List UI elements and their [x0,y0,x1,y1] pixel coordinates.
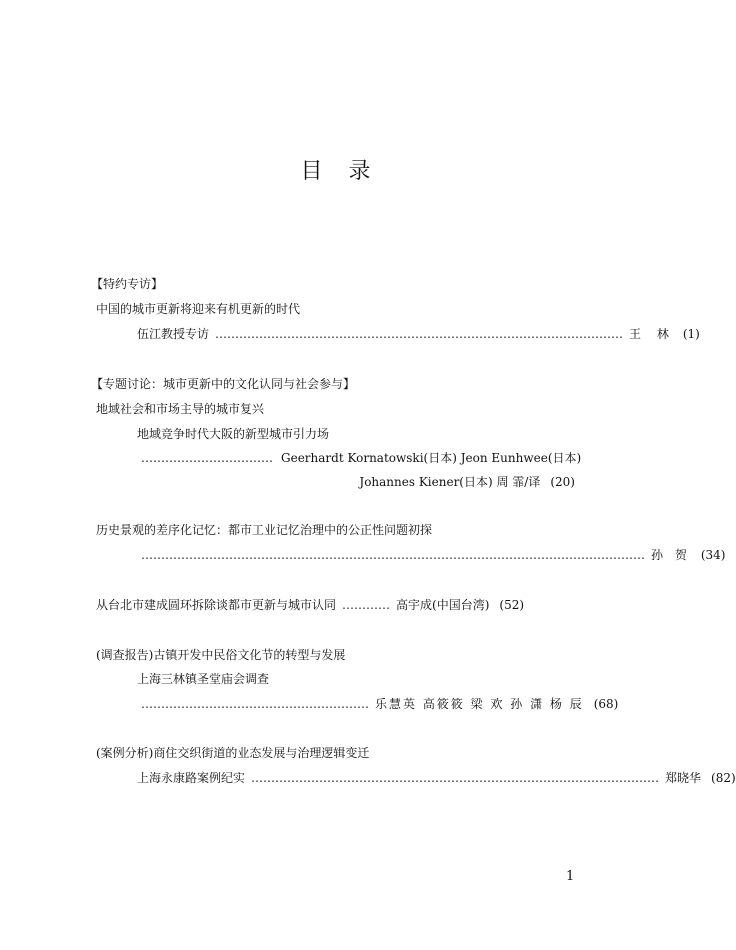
toc-entry-author: 孙 贺 [651,548,691,562]
toc-entry-page: (20) [550,475,575,489]
page-title [0,158,671,186]
toc-entry-title[interactable]: (调查报告)古镇开发中民俗文化节的转型与发展 [96,648,346,662]
leader-dots: ………… [342,598,391,612]
toc-entry-page: (82) [711,771,736,785]
toc-entry-line[interactable] [137,771,736,785]
toc-entry-page: (1) [682,327,700,341]
toc-entry-author: 高宇成(中国台湾) [396,598,490,612]
title-char-1: 目 [300,159,323,184]
leader-dots: ………………………………………………………………………………………… [251,771,660,785]
toc-entry-author: 王 林 [629,327,675,341]
toc-entry-line[interactable] [96,598,575,612]
toc-entry-title[interactable]: (案例分析)商住交织街道的业态发展与治理逻辑变迁 [96,746,370,760]
leader-dots: ………………………………………………………………………………………… [215,327,624,341]
title-char-2: 录 [348,159,371,184]
toc-entry-page: (52) [499,598,525,612]
toc-entry-subtitle: 伍江教授专访 [137,327,210,341]
toc-entry-subtitle[interactable]: 地域竞争时代大阪的新型城市引力场 [137,427,330,441]
leader-dots: ………………………………………………… [141,697,369,711]
page-number: 1 [566,869,575,884]
toc-entry-subtitle[interactable]: 上海三林镇圣堂庙会调查 [137,672,270,686]
toc-entry-title[interactable]: 地域社会和市场主导的城市复兴 [96,402,265,416]
toc-entry-line [320,475,575,489]
toc-entry-line [141,548,726,562]
leader-dots: ……………………………………………………………………………………………………………… [141,548,645,562]
toc-entry-line [141,697,619,711]
section-header: 【专题讨论：城市更新中的文化认同与社会参与】 [91,377,356,391]
toc-entry-title[interactable]: 中国的城市更新将迎来有机更新的时代 [96,302,301,316]
toc-entry-title: 从台北市建成圆环拆除谈都市更新与城市认同 [96,598,337,612]
toc-entry-author: 乐慧英 高筱筱 梁 欢 孙 潇 杨 辰 [375,697,584,711]
toc-entry-line[interactable] [137,327,700,341]
toc-entry-subtitle: 上海永康路案例纪实 [137,771,246,785]
toc-entry-authors: Johannes Kiener(日本) 周 霏/译 [359,475,541,489]
toc-entry-author: 郑晓华 [665,771,702,785]
toc-entry-page: (34) [700,548,726,562]
toc-entry-authors: Geerhardt Kornatowski(日本) Jeon Eunhwee(日本) [281,451,582,465]
toc-entry-page: (68) [593,697,619,711]
toc-entry-line [141,451,582,465]
leader-dots: …………………………… [141,451,273,465]
section-header: 【特约专访】 [91,277,164,291]
toc-entry-title[interactable]: 历史景观的差序化记忆：都市工业记忆治理中的公正性问题初探 [96,523,433,537]
